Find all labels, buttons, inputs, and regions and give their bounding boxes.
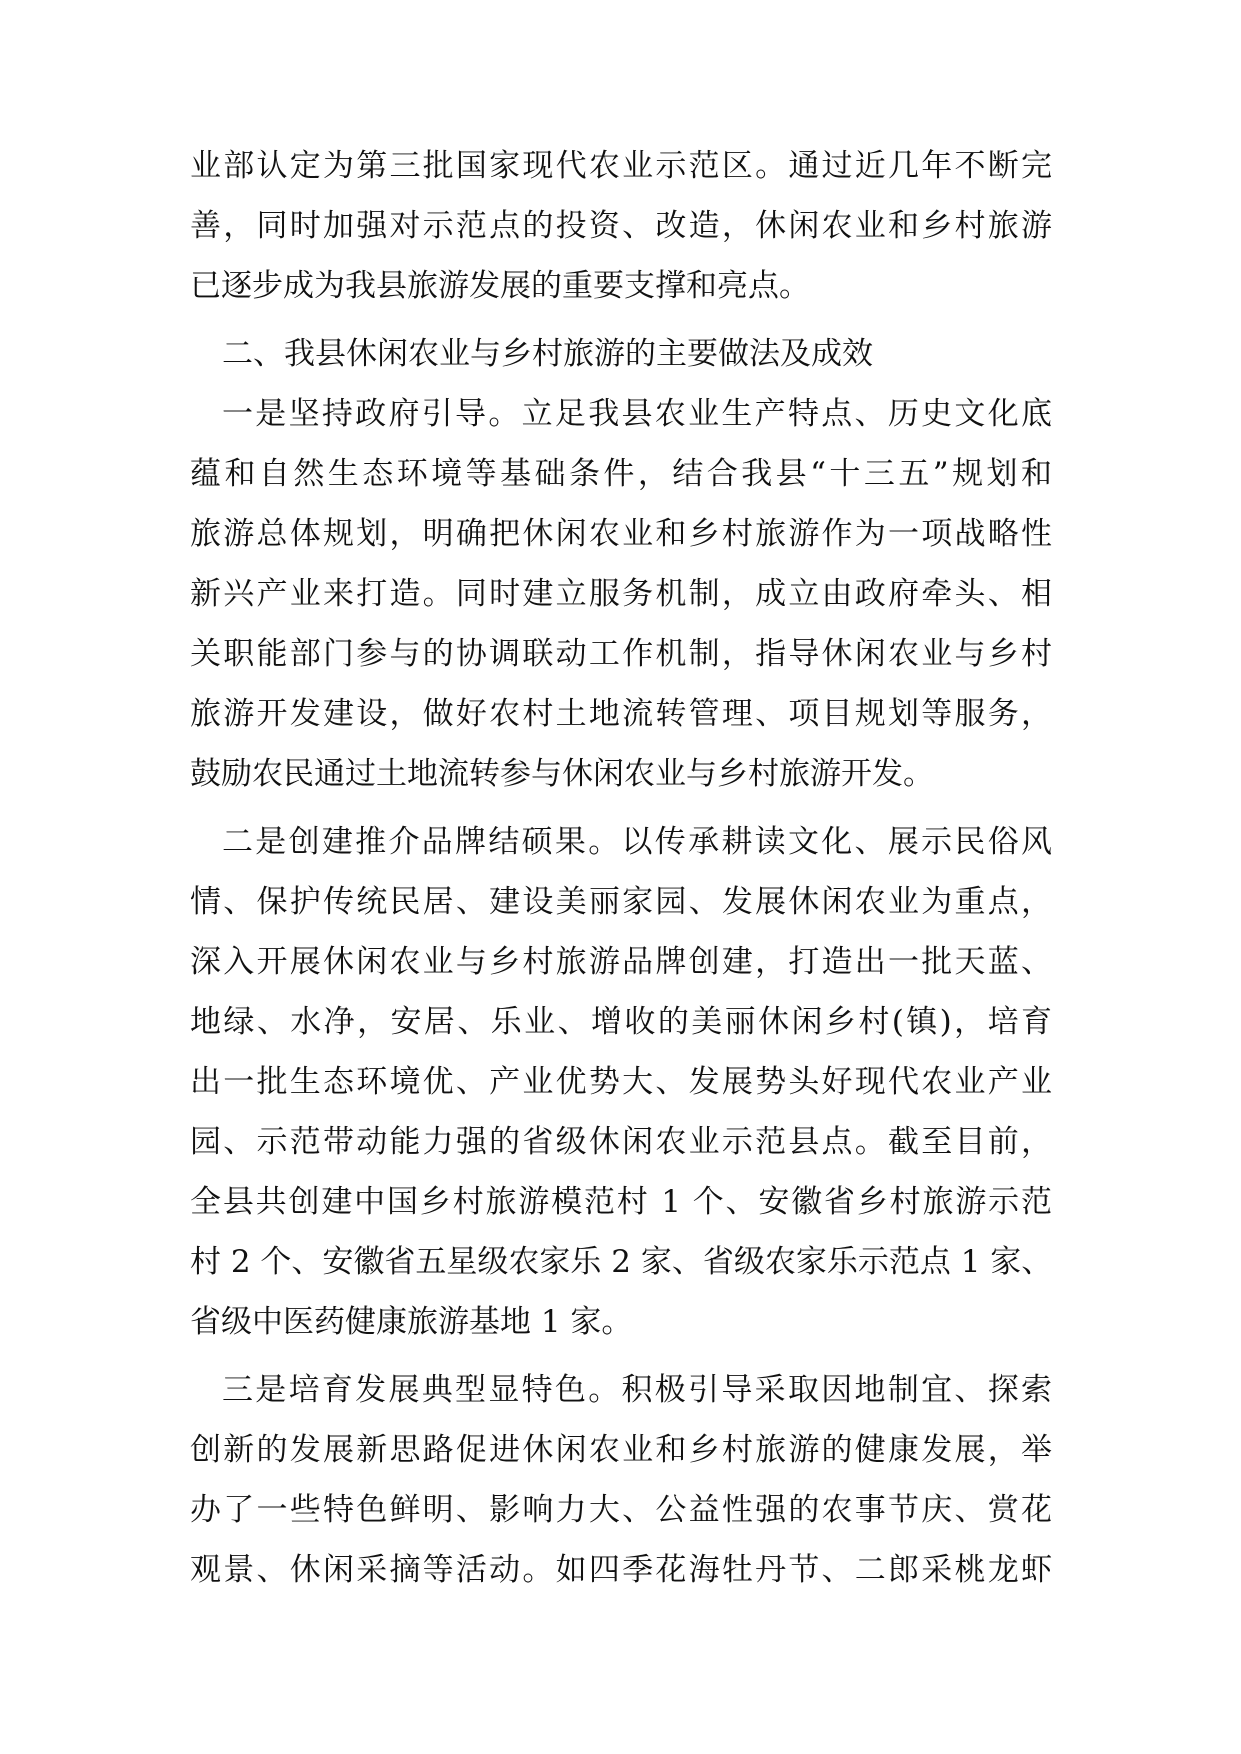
text-line: 省级中医药健康旅游基地 1 家。 [190, 1304, 633, 1340]
text-line: 出一批生态环境优、产业优势大、发展势头好现代农业产业 [190, 1064, 1052, 1100]
text-line: 鼓励农民通过土地流转参与休闲农业与乡村旅游开发。 [190, 756, 934, 792]
text-line: 业部认定为第三批国家现代农业示范区。通过近几年不断完 [190, 148, 1052, 184]
document-body [190, 136, 1052, 1600]
text-line: 新兴产业来打造。同时建立服务机制，成立由政府牵头、相 [190, 576, 1052, 612]
text-line: 观景、休闲采摘等活动。如四季花海牡丹节、二郎采桃龙虾 [190, 1552, 1052, 1588]
text-line: 创新的发展新思路促进休闲农业和乡村旅游的健康发展，举 [190, 1432, 1052, 1468]
text-line: 善，同时加强对示范点的投资、改造，休闲农业和乡村旅游 [190, 208, 1052, 244]
text-line: 地绿、水净，安居、乐业、增收的美丽休闲乡村(镇)，培育 [190, 1004, 1052, 1040]
text-line: 已逐步成为我县旅游发展的重要支撑和亮点。 [190, 268, 810, 304]
text-line: 关职能部门参与的协调联动工作机制，指导休闲农业与乡村 [190, 636, 1052, 672]
text-line: 旅游开发建设，做好农村土地流转管理、项目规划等服务， [190, 696, 1052, 732]
text-line: 全县共创建中国乡村旅游模范村 1 个、安徽省乡村旅游示范 [190, 1184, 1052, 1220]
text-line: 深入开展休闲农业与乡村旅游品牌创建，打造出一批天蓝、 [190, 944, 1052, 980]
text-line: 园、示范带动能力强的省级休闲农业示范县点。截至目前， [190, 1124, 1052, 1160]
text-line: 三是培育发展典型显特色。积极引导采取因地制宜、探索 [222, 1372, 1052, 1408]
text-line: 二是创建推介品牌结硕果。以传承耕读文化、展示民俗风 [222, 824, 1052, 860]
text-line: 村 2 个、安徽省五星级农家乐 2 家、省级农家乐示范点 1 家、 [190, 1244, 1053, 1280]
text-line: 一是坚持政府引导。立足我县农业生产特点、历史文化底 [222, 396, 1052, 432]
text-line: 情、保护传统民居、建设美丽家园、发展休闲农业为重点， [190, 884, 1052, 920]
section-heading: 二、我县休闲农业与乡村旅游的主要做法及成效 [222, 336, 873, 372]
text-line: 旅游总体规划，明确把休闲农业和乡村旅游作为一项战略性 [190, 516, 1052, 552]
text-line: 办了一些特色鲜明、影响力大、公益性强的农事节庆、赏花 [190, 1492, 1052, 1528]
text-line: 蕴和自然生态环境等基础条件，结合我县“十三五”规划和 [190, 456, 1052, 492]
